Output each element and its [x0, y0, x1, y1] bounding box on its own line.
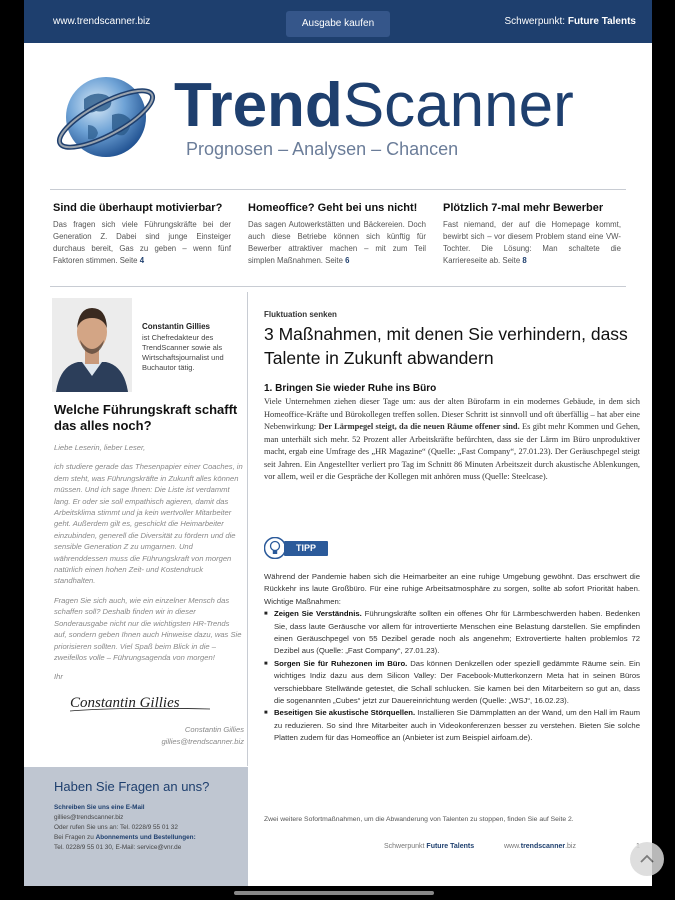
- signature-icon: [70, 692, 220, 714]
- article-headline: 3 Maßnahmen, mit denen Sie verhindern, dass Talente in Zukunft abwandern: [264, 324, 628, 368]
- signoff-name: Constantin Gillies: [184, 725, 244, 734]
- teaser-page-num: 8: [522, 256, 527, 265]
- footer-url-bold: trendscanner: [520, 843, 566, 850]
- teaser-body: Das sagen Autowerkstätten und Bäckereien. Doch auch diese Betriebe können sich künftig für Bewerber attraktiver machen – mit zum Teil simplen Maßnahmen.: [248, 220, 426, 265]
- teaser-page-prefix: Seite: [119, 256, 138, 265]
- tip-item-title: Sorgen Sie für Ruhezonen im Büro.: [274, 658, 408, 668]
- editorial-body: [54, 442, 244, 691]
- teaser-divider: [50, 286, 626, 287]
- tip-intro: Während der Pandemie haben sich die Heimarbeiter an eine ruhige Umgebung gewöhnt. Das erschwert die Rückkehr ins laute Großbüro. Für eine ruhige Arbeitsatmosphäre zu sorgen, sollte ab sofort Priorität haben. Wichtige Maßnahmen:: [264, 572, 640, 606]
- footer-focus-prefix: Schwerpunkt: [384, 843, 425, 850]
- teaser-item[interactable]: [53, 202, 231, 267]
- topbar-focus-prefix: Schwerpunkt:: [504, 16, 566, 27]
- teaser-page-ref: [120, 256, 144, 265]
- teaser-page-prefix: Seite: [325, 256, 343, 265]
- contact-line: Schreiben Sie uns eine E-Mail: [54, 804, 145, 811]
- teaser-item[interactable]: [248, 202, 426, 267]
- editorial-closing: Ihr: [54, 672, 63, 682]
- teaser-body: Das fragen sich viele Führungskräfte bei der Generation Z. Dabei sind junge Einsteiger durchaus bereit, Gas zu geben – wenn fünf Faktoren stimmen.: [53, 220, 231, 265]
- topbar-focus-topic: Future Talents: [567, 16, 636, 27]
- author-name: Constantin Gillies: [142, 322, 211, 331]
- tip-list: [264, 608, 640, 744]
- teaser-page-ref: [325, 256, 349, 265]
- editorial-title: Welche Führungskraft schafft das alles noch?: [54, 402, 238, 433]
- contact-details: [54, 803, 244, 853]
- teaser-text: [53, 219, 231, 267]
- top-bar: [24, 0, 652, 43]
- tip-item-text: Installieren Sie Dämmplatten an der Wand, um den Hall im Raum zu reduzieren. So sind Ihre Mitarbeiter auch in Videokonferenzen besser zu verstehen. Bieten Sie solche Platten zudem für das Homeoffice an (Anbieter ist zum Beispiel airfoam.de).: [274, 708, 641, 743]
- teaser-page-prefix: Seite: [502, 256, 521, 265]
- tip-item: [264, 608, 640, 658]
- editorial-column: [24, 292, 248, 766]
- article-closing: Zwei weitere Sofortmaßnahmen, um die Abwanderung von Talenten zu stoppen, finden Sie auf Seite 2.: [264, 816, 574, 823]
- teaser-body: Fast niemand, der auf die Homepage kommt, bewirbt sich – vor diesem Problem stand eine VW-Tochter. Die Lösung: Man schaltete die Karriereseite ab.: [443, 220, 621, 265]
- teaser-page-ref: [502, 256, 526, 265]
- contact-title: Haben Sie Fragen an uns?: [54, 779, 210, 794]
- contact-line-prefix: Bei Fragen zu: [54, 834, 94, 841]
- globe-logo-icon: [54, 65, 160, 165]
- teaser-title: Homeoffice? Geht bei uns nicht!: [248, 202, 418, 214]
- contact-email[interactable]: gillies@trendscanner.biz: [54, 814, 124, 821]
- teaser-text: [248, 219, 426, 267]
- scroll-to-top-button[interactable]: [630, 842, 664, 876]
- page-footer: [264, 843, 640, 863]
- brand-part-2: Scanner: [342, 71, 574, 140]
- teaser-title: Plötzlich 7-mal mehr Bewerber: [443, 202, 604, 214]
- masthead: [24, 43, 652, 189]
- article-subheading: 1. Bringen Sie wieder Ruhe ins Büro: [264, 383, 437, 394]
- teaser-page-num: 6: [345, 256, 350, 265]
- footer-focus: [384, 843, 474, 850]
- contact-line: [54, 833, 244, 843]
- teaser-page-num: 4: [139, 256, 145, 265]
- editorial-paragraph: Fragen Sie sich auch, wie ein einzelner Mensch das schaffen soll? Deshalb finden wir in dieser Sonderausgabe nicht nur die wichtigsten HR-Trends auf, sondern geben Ihnen auch Hinweise dazu, was Sie priorisieren sollten. Viel Spaß beim Blick in die – zweifellos volle – Führungsagenda von morgen!: [54, 595, 242, 662]
- brand-name: [174, 73, 574, 139]
- contact-line: Oder rufen Sie uns an: Tel. 0228/9 55 01 32: [54, 824, 178, 831]
- masthead-divider: [50, 189, 626, 190]
- chevron-up-icon: [630, 842, 664, 876]
- editorial-signoff: [54, 724, 244, 748]
- article-kicker: Fluktuation senken: [264, 310, 337, 319]
- body-emphasis: Der Lärmpegel steigt, da die neuen Räume offener sind.: [318, 422, 520, 431]
- teaser-item[interactable]: [443, 202, 621, 267]
- brand-part-1: Trend: [174, 71, 343, 140]
- contact-line: Tel. 0228/9 55 01 30, E-Mail: service@vnr.de: [54, 844, 182, 851]
- body-text: Viele Unternehmen ziehen dieser Tage um: aus der alten Bürofarm in ein modernes Gebäude, in dem sich Homeoffice-Kräfte und Bürokollegen treffen sollen. Dieser Schritt ist sinnvoll und oft überfällig – hat aber eine Nebenwirkung:: [264, 397, 640, 431]
- author-photo: [52, 298, 132, 392]
- tip-item: [264, 658, 640, 708]
- footer-focus-topic: Future Talents: [426, 843, 475, 850]
- tip-item: [264, 707, 640, 744]
- editorial-paragraph: ich studiere gerade das Thesenpapier einer Coaches, in dem steht, was Führungskräfte in Zukunft alles können müssen. Und ich sage Ihnen: Die Liste ist verdammt lang. Er oder sie soll empathisch agieren, damit das Arbeitsklima stimmt und ja kein wertvoller Mitarbeiter geht. Außerdem gilt es, geschickt die Heimarbeiter einzubinden, generell die Diversität zu fördern und die sensible Generation Z zu umgarnen. Und währenddessen muss die Führungskraft von morgen natürlich einen hohen Zeit- und Kostendruck standhalten.: [54, 462, 243, 586]
- author-portrait-icon: [52, 298, 132, 392]
- tipp-badge: [264, 537, 334, 559]
- footer-url[interactable]: [504, 843, 576, 850]
- teaser-text: [443, 219, 621, 267]
- footer-url-suffix: .biz: [565, 843, 576, 850]
- tip-item-title: Zeigen Sie Verständnis.: [274, 609, 362, 619]
- contact-box: [24, 767, 248, 886]
- editorial-greeting: Liebe Leserin, lieber Leser,: [54, 443, 146, 452]
- body-text: Es gibt mehr Kommen und Gehen, man unterhält sich mehr. 52 Prozent aller Arbeitskräfte befürchten, dass sie der Lärm im Büro unproduktiver macht, ergab eine Umfrage des „HR Magazine“ (Quelle: „Fast Company“, 27.01.23). Der Geräuschpegel steigt seit Jahren. Ein Angestellter verliert pro Tag im Schnitt 86 Minuten Arbeitszeit durch akustische Ablenkungen, vor allem, weil er die Gespräche der Kollegen mit anhören muss (Quelle: Steelcase).: [264, 422, 641, 481]
- magazine-page: [24, 0, 652, 886]
- tip-item-text: Das können Denkzellen oder speziell gedämmte Räume sein. Ein wichtiges Indiz dazu aus dem Silicon Valley: Der Facebook-Mutterkonzern Meta hat in seinen Büros verschiebbare Stellwände getestet, die Schall schlucken. Sie kamen bei den Mitarbeitern so gut an, dass die sogenannten „Cubes“ jetzt zur Dauereinrichtung werden (Quelle: „WSJ“, 16.02.23).: [274, 658, 640, 706]
- teaser-title: Sind die überhaupt motivierbar?: [53, 202, 223, 214]
- topbar-focus: [504, 16, 636, 27]
- topbar-url-link[interactable]: www.trendscanner.biz: [53, 16, 151, 27]
- article-body: [264, 396, 640, 484]
- author-bio: ist Chefredakteur des TrendScanner sowie als Wirtschaftsjournalist und Buchautor tätig.: [142, 333, 224, 372]
- signoff-email[interactable]: gillies@trendscanner.biz: [161, 737, 244, 746]
- tip-item-text: Führungskräfte sollten ein offenes Ohr für Lärmbeschwerden haben. Bedenken Sie, dass laute Geräusche vor allem für introvertierte Menschen eine Belastung darstellen. Sie empfinden einen Geräuschpegel von 55 Dezibel gerade noch als angenehm; Extrovertierte halten problemlos 72 Dezibel aus (Quelle: „Fast Company“, 27.01.23).: [274, 609, 640, 656]
- buy-issue-button[interactable]: Ausgabe kaufen: [286, 11, 390, 37]
- tip-item-title: Beseitigen Sie akustische Störquellen.: [274, 708, 416, 718]
- contact-line-bold: Abonnements und Bestellungen:: [95, 834, 196, 841]
- home-indicator[interactable]: [234, 891, 434, 895]
- brand-tagline: Prognosen – Analysen – Chancen: [186, 139, 459, 159]
- tip-box: [264, 571, 640, 745]
- signature-text: Constantin Gillies: [70, 695, 180, 711]
- footer-url-prefix: www.: [504, 843, 521, 850]
- teaser-row: [24, 202, 652, 282]
- tipp-label: TIPP: [284, 541, 328, 556]
